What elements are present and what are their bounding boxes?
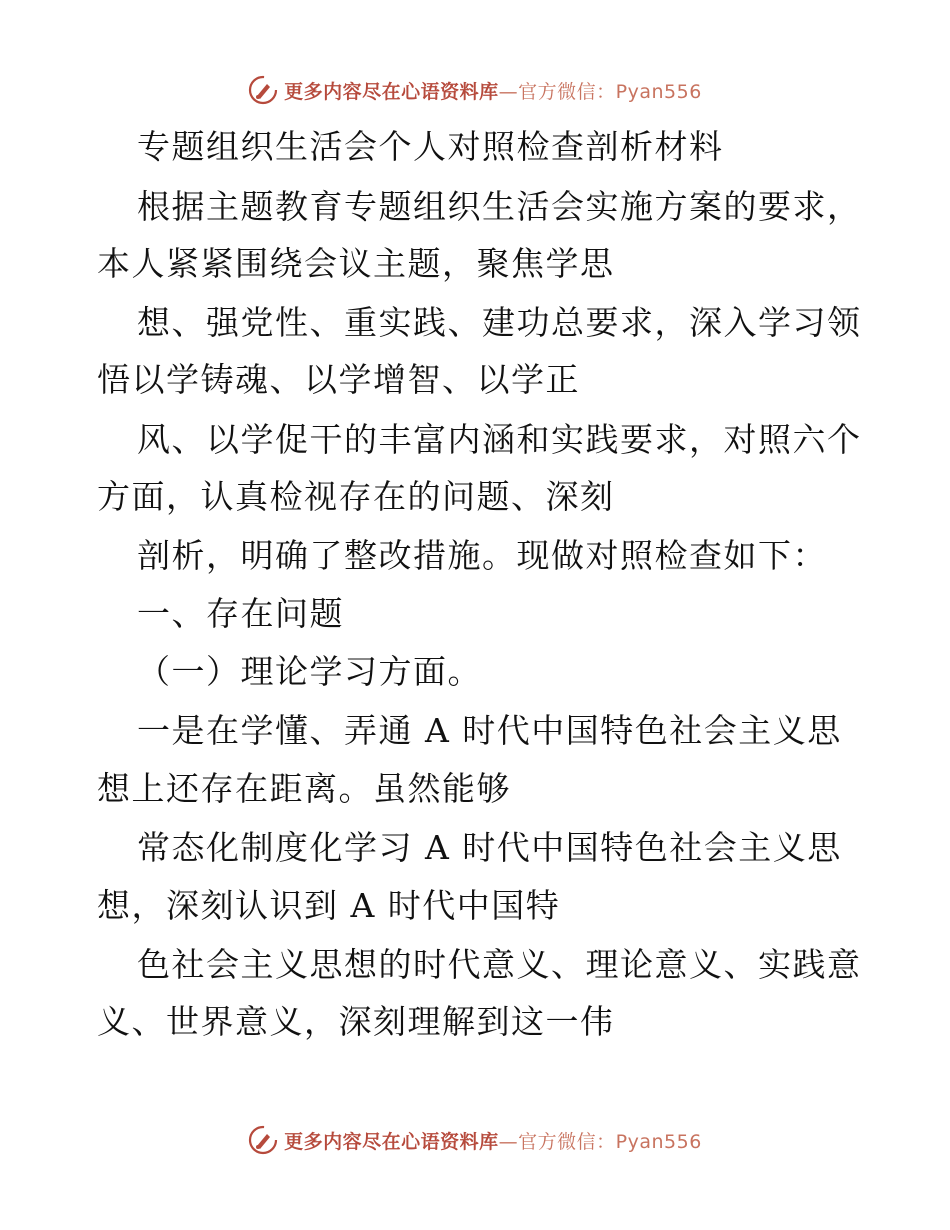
watermark-separator: — [498,80,519,103]
paragraph-line: 常态化制度化学习 A 时代中国特色社会主义思 [137,828,842,867]
section-heading: 一、存在问题 [137,594,344,633]
paragraph-line: 色社会主义思想的时代意义、理论意义、实践意 [137,945,862,984]
paragraph-line: 想，深刻认识到 A 时代中国特 [97,886,561,925]
paragraph-line: 风、以学促干的丰富内涵和实践要求，对照六个 [137,420,862,459]
paragraph-line: 义、世界意义，深刻理解到这一伟 [97,1002,615,1041]
subsection-heading: （一）理论学习方面。 [137,652,482,691]
paragraph-line: 本人紧紧围绕会议主题，聚焦学思 [97,244,615,283]
paragraph-line: 想、强党性、重实践、建功总要求，深入学习领 [137,303,862,342]
document-title: 专题组织生活会个人对照检查剖析材料 [137,127,724,166]
brush-pen-logo-icon [248,1125,278,1155]
brush-pen-logo-icon [248,75,278,105]
footer-watermark [0,1120,950,1160]
watermark-text [284,1127,702,1154]
paragraph-line: 剖析，明确了整改措施。现做对照检查如下： [137,536,827,575]
watermark-wechat: 官方微信：Pyan556 [518,80,702,103]
watermark-wechat: 官方微信：Pyan556 [518,1130,702,1153]
watermark-brand: 更多内容尽在心语资料库 [284,1130,499,1153]
paragraph-line: 方面，认真检视存在的问题、深刻 [97,477,615,516]
watermark-text [284,77,702,104]
paragraph-line: 想上还存在距离。虽然能够 [97,769,511,808]
paragraph-line: 一是在学懂、弄通 A 时代中国特色社会主义思 [137,711,842,750]
watermark-brand: 更多内容尽在心语资料库 [284,80,499,103]
paragraph-line: 根据主题教育专题组织生活会实施方案的要求， [137,187,862,226]
header-watermark [0,70,950,110]
watermark-separator: — [498,1130,519,1153]
paragraph-line: 悟以学铸魂、以学增智、以学正 [97,360,580,399]
